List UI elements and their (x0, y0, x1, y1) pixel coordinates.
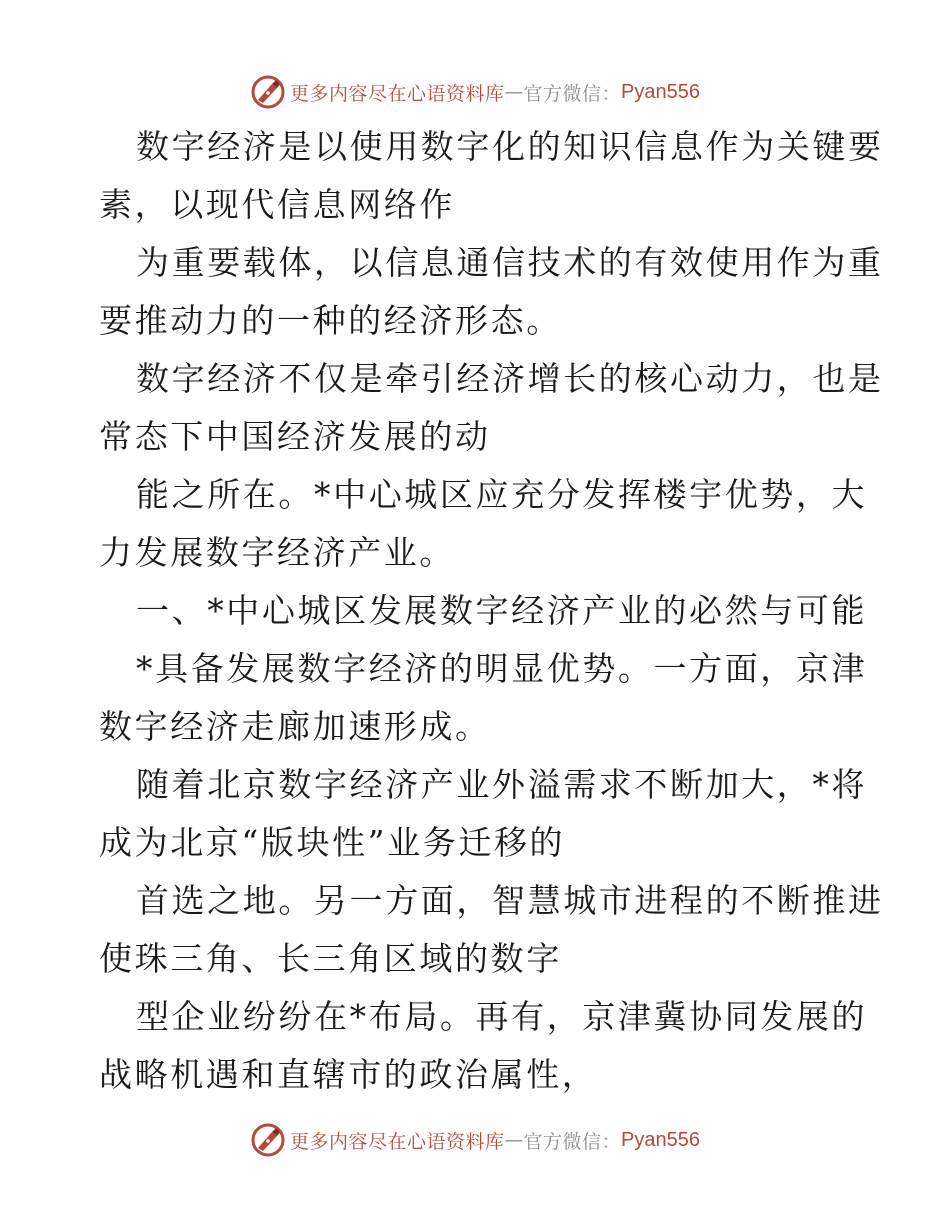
body-line: 首选之地。另一方面，智慧城市进程的不断推进 (136, 881, 884, 920)
footer-brand-text: 更多内容尽在心语资料库 (290, 1130, 505, 1153)
body-line: 要推动力的一种的经济形态。 (99, 301, 562, 340)
pen-nib-logo-icon (250, 1122, 286, 1158)
section-heading: 一、*中心城区发展数字经济产业的必然与可能 (136, 591, 868, 630)
body-line: *具备发展数字经济的明显优势。一方面，京津 (136, 649, 868, 688)
body-line: 力发展数字经济产业。 (99, 533, 455, 572)
pen-nib-logo-icon (250, 74, 286, 110)
body-line: 使珠三角、长三角区域的数字 (99, 939, 562, 978)
body-line: 数字经济不仅是牵引经济增长的核心动力，也是 (136, 359, 884, 398)
document-body (99, 118, 884, 1104)
body-line: 数字经济是以使用数字化的知识信息作为关键要 (136, 127, 884, 166)
header-banner (0, 72, 950, 112)
footer-banner (0, 1120, 950, 1160)
body-line: 常态下中国经济发展的动 (99, 417, 491, 456)
footer-wechat-label: 官方微信： (523, 1130, 622, 1153)
body-line: 战略机遇和直辖市的政治属性， (99, 1055, 598, 1094)
body-line: 型企业纷纷在*布局。再有，京津冀协同发展的 (136, 997, 868, 1036)
header-separator: — (504, 81, 524, 103)
header-wechat-account: Pyan556 (621, 80, 700, 103)
body-line: 成为北京“版块性”业务迁移的 (99, 823, 566, 862)
header-wechat-label: 官方微信： (523, 82, 622, 105)
body-line: 数字经济走廊加速形成。 (99, 707, 491, 746)
body-line: 随着北京数字经济产业外溢需求不断加大，*将 (136, 765, 868, 804)
body-line: 为重要载体，以信息通信技术的有效使用作为重 (136, 243, 884, 282)
header-brand-text: 更多内容尽在心语资料库 (290, 82, 505, 105)
body-line: 素，以现代信息网络作 (99, 185, 455, 224)
body-line: 能之所在。*中心城区应充分发挥楼宇优势，大 (136, 475, 868, 514)
footer-wechat-account: Pyan556 (621, 1128, 700, 1151)
footer-separator: — (504, 1129, 524, 1151)
